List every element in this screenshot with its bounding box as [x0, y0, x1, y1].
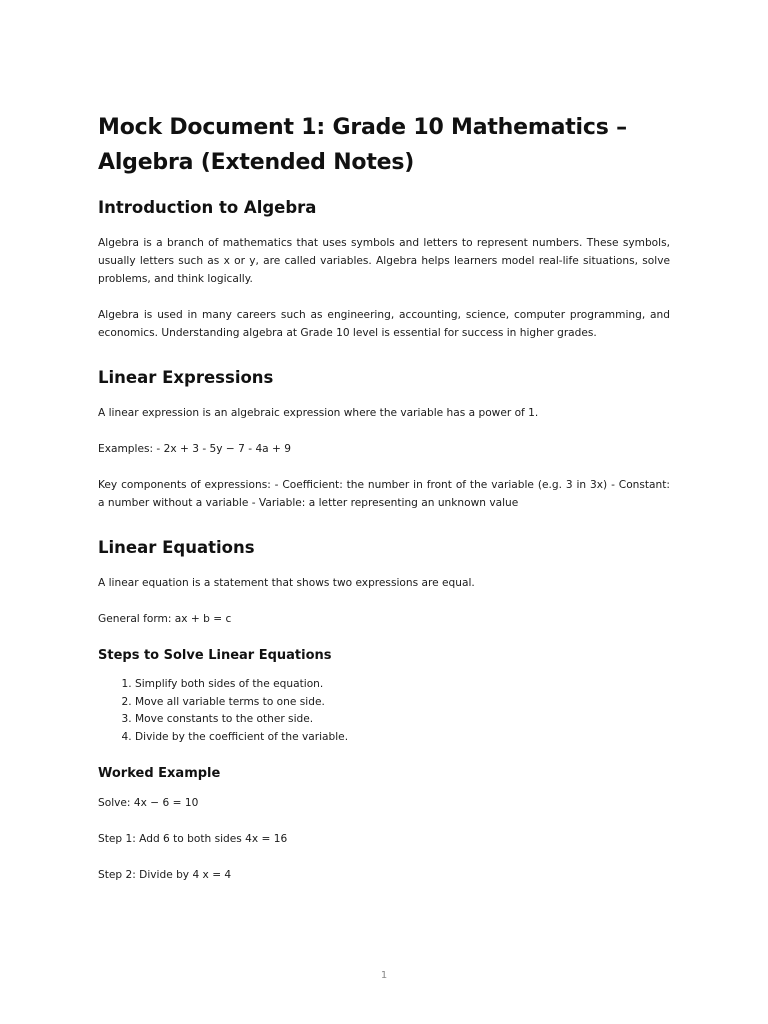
- equations-general-form: General form: ax + b = c: [98, 613, 232, 625]
- document-title: Mock Document 1: Grade 10 Mathematics – Algebra (Extended Notes): [98, 115, 627, 175]
- list-item: 4. Divide by the coefficient of the variable.: [135, 729, 670, 747]
- section-heading-linear-equations: Linear Equations: [98, 538, 255, 557]
- page-number: 1: [380, 970, 388, 981]
- expressions-examples: Examples: - 2x + 3 - 5y − 7 - 4a + 9: [98, 443, 292, 455]
- subheading-worked-example: Worked Example: [98, 766, 221, 781]
- equations-paragraph-1: A linear equation is a statement that shows two expressions are equal.: [98, 577, 475, 589]
- list-item: 2. Move all variable terms to one side.: [135, 694, 670, 712]
- worked-example-problem: Solve: 4x − 6 = 10: [98, 797, 199, 809]
- expressions-key-components: Key components of expressions: - Coefficient: the number in front of the variable (e.g. 3 in 3x) - Constant: a number without a variable - Variable: a letter representing an unknown value: [98, 479, 670, 509]
- intro-paragraph-1: Algebra is a branch of mathematics that uses symbols and letters to represent numbers. These symbols, usually letters such as x or y, are called variables. Algebra helps learners model real-life situations, solve problems, and think logically.: [98, 237, 670, 285]
- worked-example-step-1: Step 1: Add 6 to both sides 4x = 16: [98, 833, 288, 845]
- subheading-steps-to-solve: Steps to Solve Linear Equations: [98, 648, 332, 663]
- list-item: 1. Simplify both sides of the equation.: [135, 676, 670, 694]
- list-item: 3. Move constants to the other side.: [135, 711, 670, 729]
- section-heading-linear-expressions: Linear Expressions: [98, 368, 274, 387]
- worked-example-step-2: Step 2: Divide by 4 x = 4: [98, 869, 232, 881]
- steps-list: [98, 676, 670, 746]
- expressions-paragraph-1: A linear expression is an algebraic expression where the variable has a power of 1.: [98, 407, 539, 419]
- section-heading-introduction: Introduction to Algebra: [98, 198, 317, 217]
- document-page: [98, 110, 670, 902]
- intro-paragraph-2: Algebra is used in many careers such as engineering, accounting, science, computer programming, and economics. Understanding algebra at Grade 10 level is essential for success in higher grades.: [98, 309, 670, 339]
